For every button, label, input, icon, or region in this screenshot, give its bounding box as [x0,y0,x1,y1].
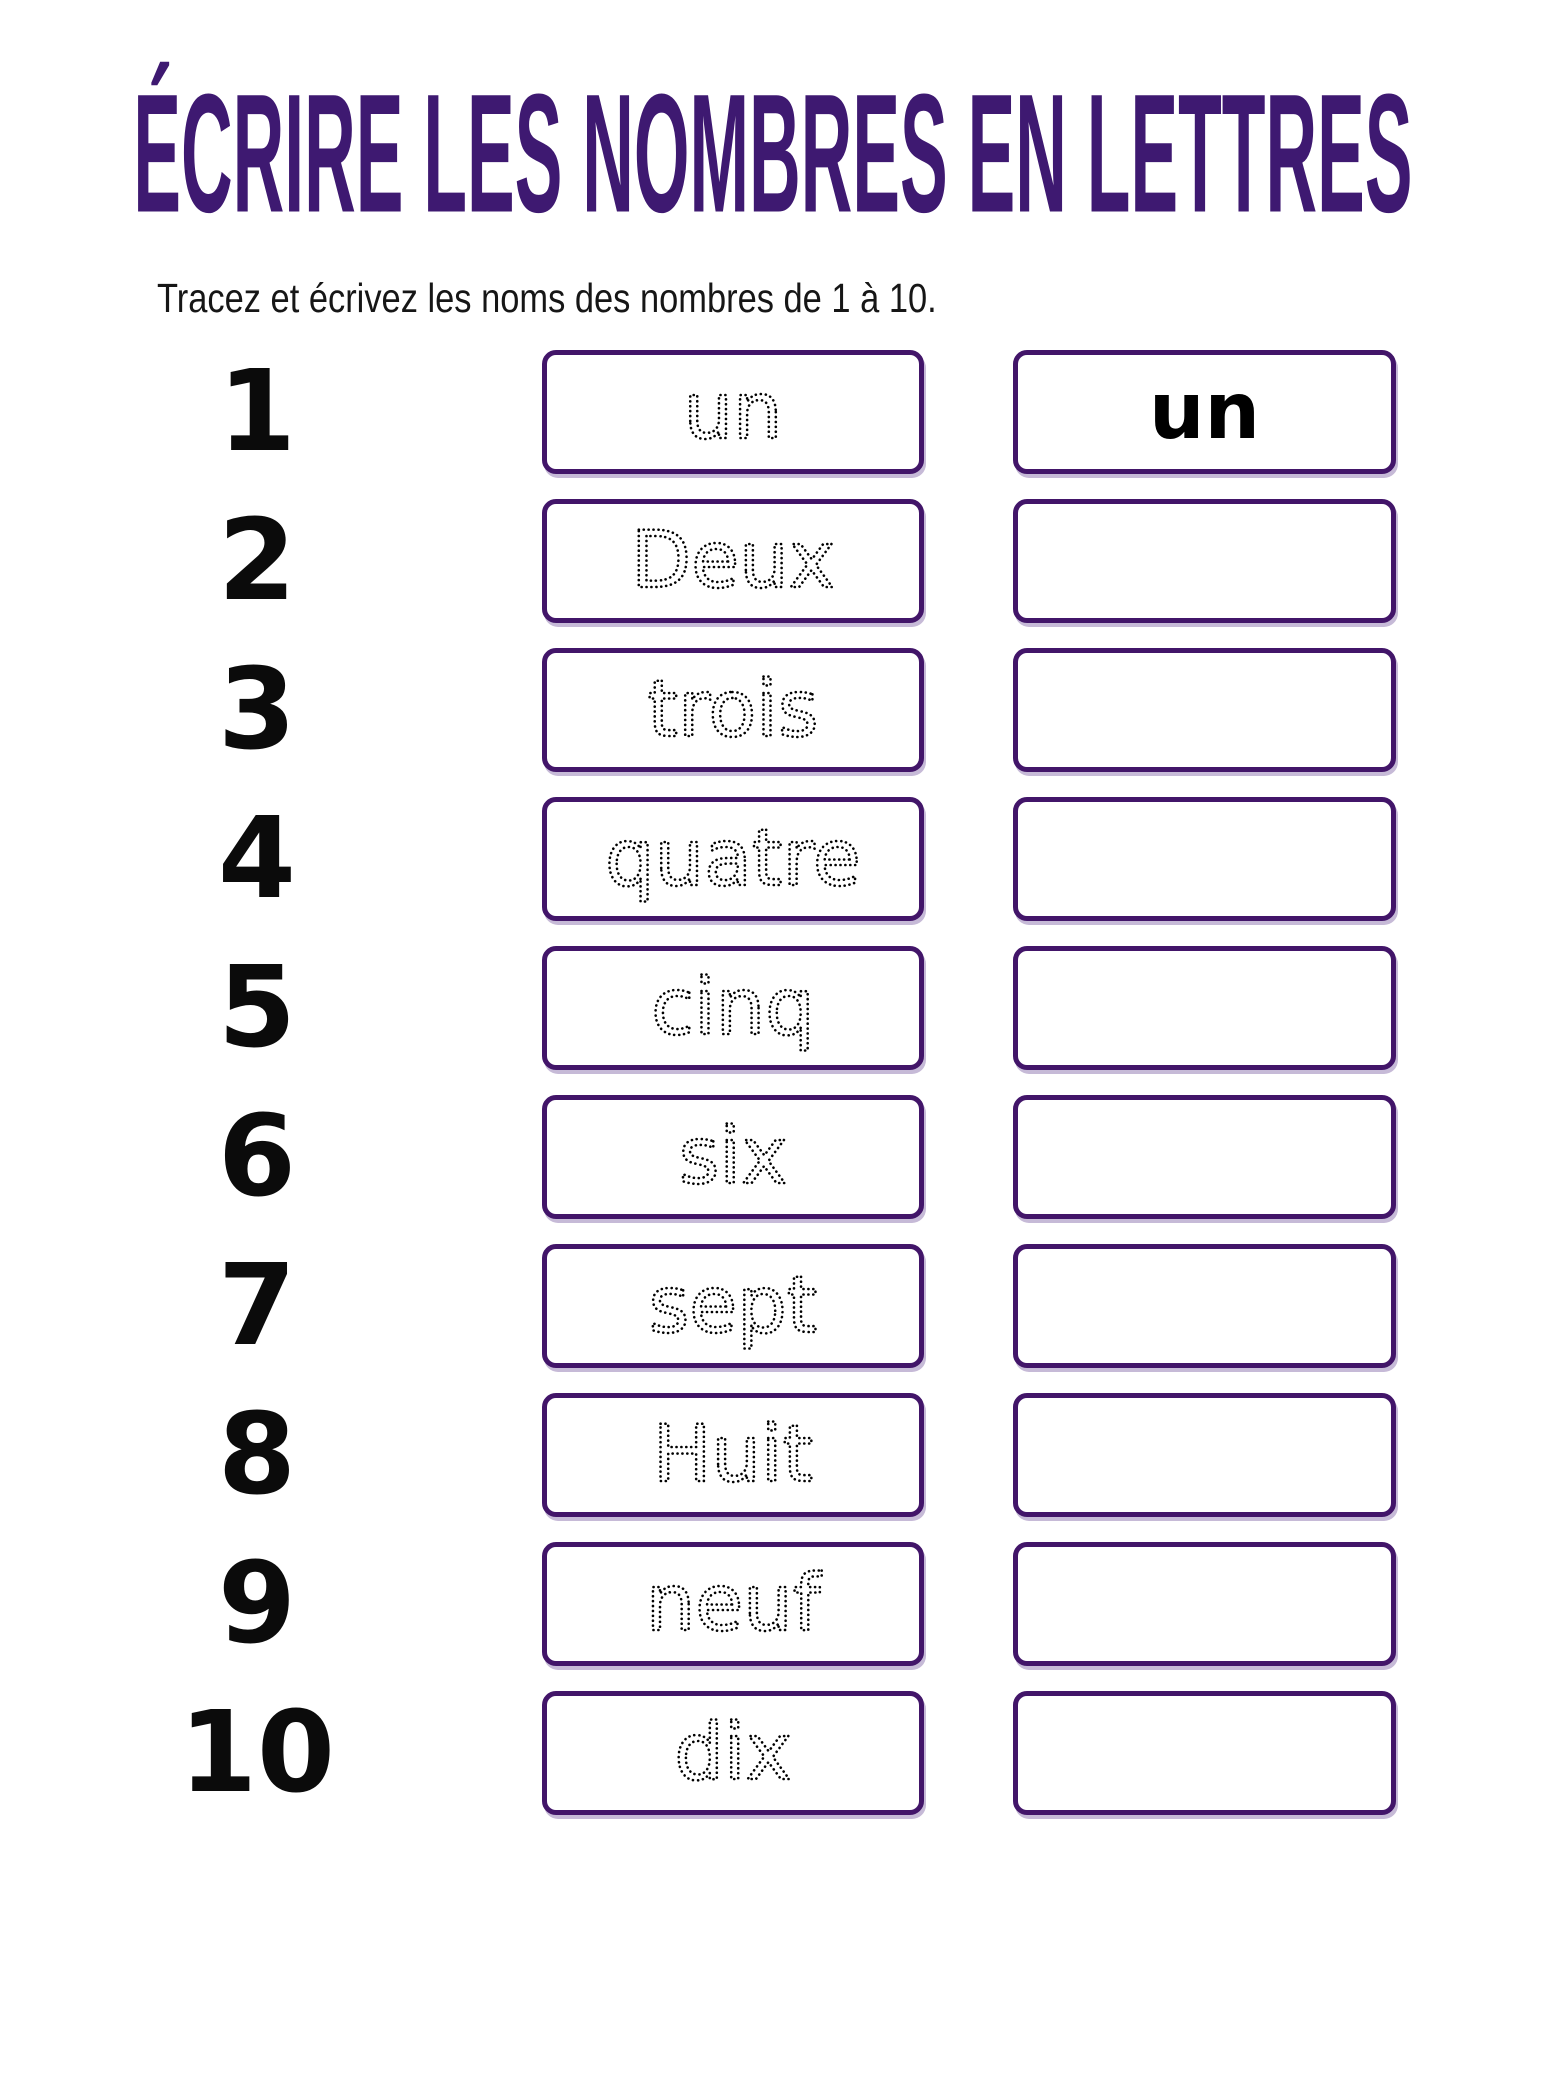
row-number: 8 [218,1390,296,1521]
row-number: 4 [218,794,296,925]
worksheet-row [157,496,1545,627]
trace-box[interactable] [542,797,924,921]
answer-input-box[interactable] [1013,1095,1396,1219]
page-title: ÉCRIRE LES NOMBRES EN LETTRES [132,57,1413,248]
row-number: 1 [218,347,296,478]
trace-word: trois [647,665,819,756]
answer-input-box[interactable] [1013,946,1396,1070]
answer-input-box[interactable] [1013,1542,1396,1666]
trace-word-svg [547,1249,919,1363]
answer-input-box[interactable] [1013,797,1396,921]
row-number: 2 [218,496,296,627]
trace-word: Huit [652,1410,814,1501]
answer-input-box[interactable] [1013,350,1396,474]
row-number: 3 [218,645,296,776]
worksheet-row [157,1688,1545,1819]
row-number: 5 [218,943,296,1074]
trace-word: sept [648,1261,818,1352]
trace-word-svg [547,1547,919,1661]
trace-word-svg [547,1696,919,1810]
trace-word-svg [547,802,919,916]
trace-box[interactable] [542,648,924,772]
trace-word-svg [547,504,919,618]
trace-box[interactable] [542,1244,924,1368]
answer-input-box[interactable] [1013,1244,1396,1368]
answer-input-box[interactable] [1013,499,1396,623]
trace-word-svg [547,355,919,469]
answer-input-box[interactable] [1013,648,1396,772]
worksheet-row [157,794,1545,925]
trace-box[interactable] [542,1542,924,1666]
trace-word-svg [547,1100,919,1214]
worksheet-header [0,57,1545,248]
trace-word: quatre [605,814,861,905]
row-number: 6 [218,1092,296,1223]
trace-box[interactable] [542,350,924,474]
answer-input-box[interactable] [1013,1393,1396,1517]
worksheet-row [157,645,1545,776]
worksheet-row [157,1092,1545,1223]
trace-box[interactable] [542,946,924,1070]
trace-word-svg [547,951,919,1065]
worksheet-row [157,347,1545,478]
worksheet-row [157,1241,1545,1372]
worksheet-row [157,1539,1545,1670]
trace-word: Deux [631,516,835,607]
trace-word-svg [547,653,919,767]
answer-input-box[interactable] [1013,1691,1396,1815]
trace-box[interactable] [542,1393,924,1517]
trace-word: neuf [645,1559,821,1650]
instruction-text: Tracez et écrivez les noms des nombres de 1 à 10. [157,275,937,321]
answer-text: un [1148,367,1261,458]
trace-word: un [683,367,783,458]
worksheet-rows [0,347,1545,1819]
trace-word: cinq [651,963,815,1054]
trace-word-svg [547,1398,919,1512]
worksheet-row [157,1390,1545,1521]
row-number: 7 [218,1241,296,1372]
trace-word: dix [674,1708,792,1799]
trace-box[interactable] [542,1691,924,1815]
row-number: 9 [218,1539,296,1670]
trace-box[interactable] [542,1095,924,1219]
row-number: 10 [179,1688,335,1819]
trace-box[interactable] [542,499,924,623]
trace-word: six [678,1112,788,1203]
worksheet-row [157,943,1545,1074]
